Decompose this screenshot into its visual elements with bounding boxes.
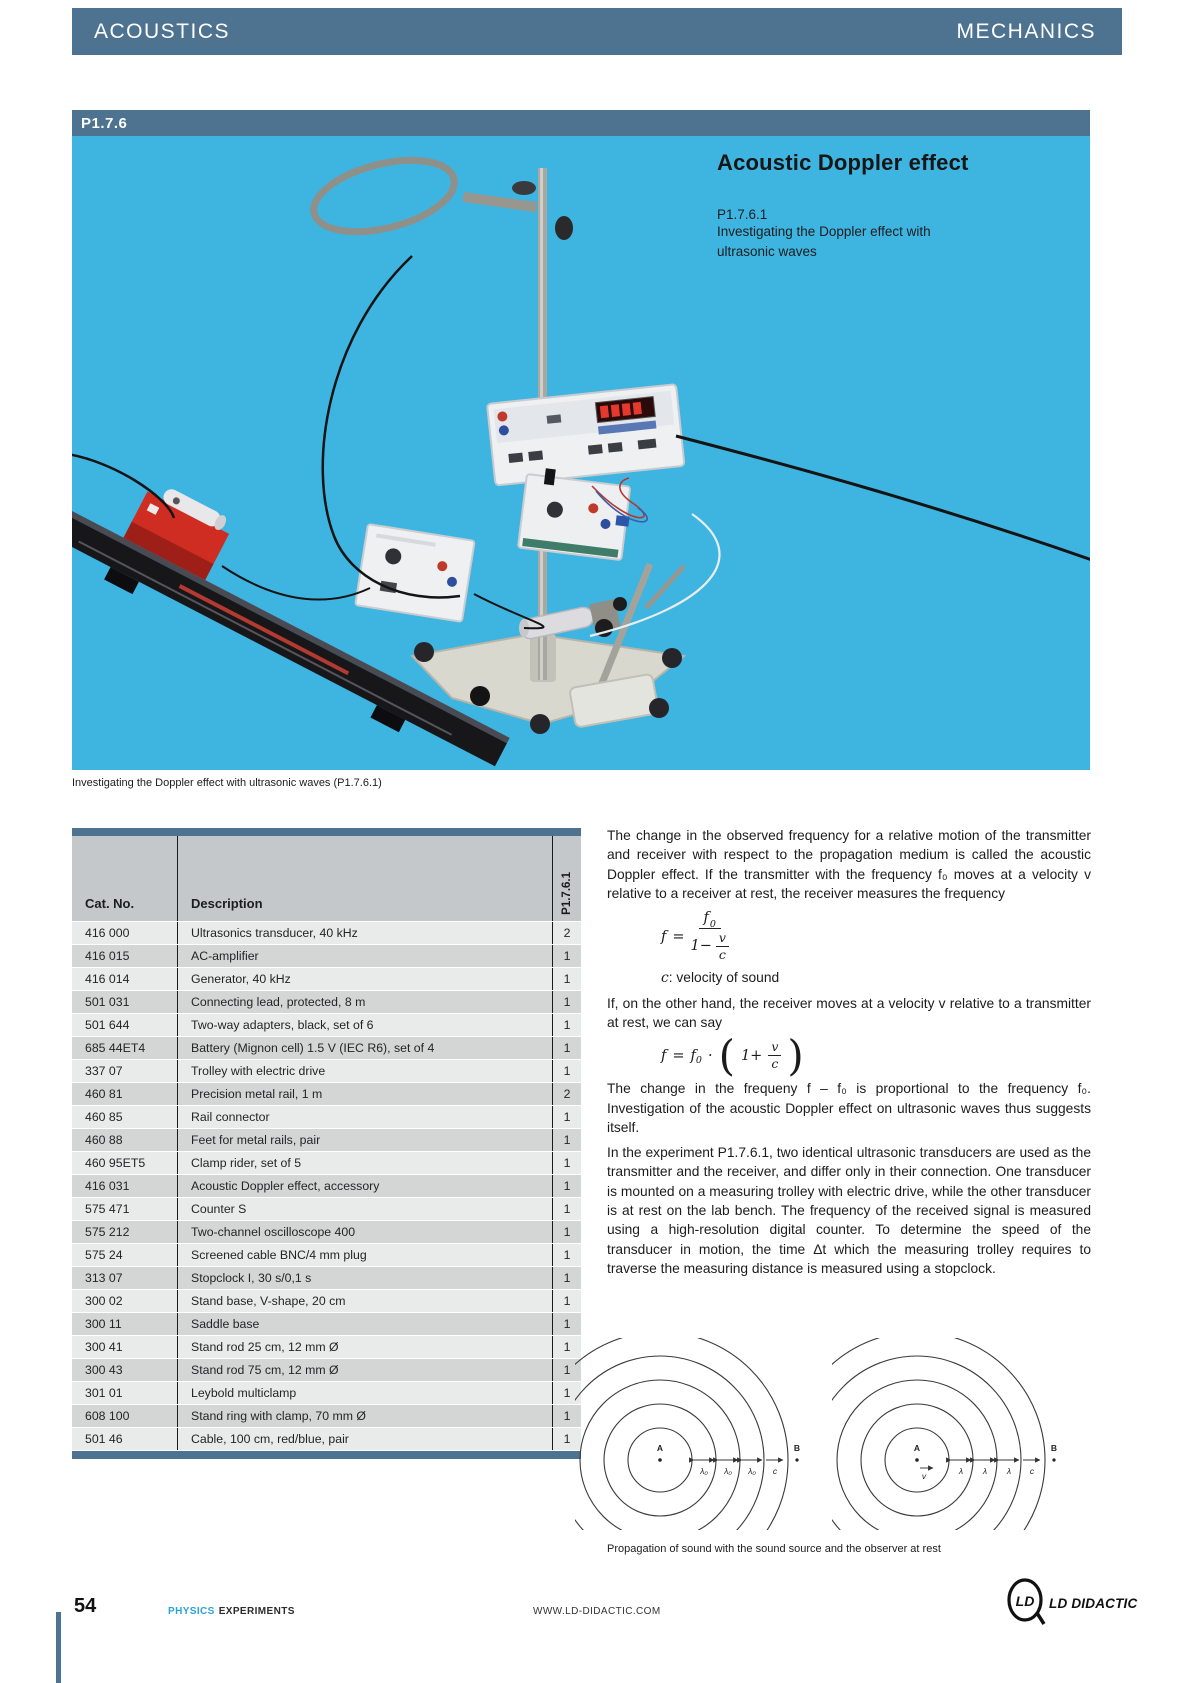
table-row — [72, 1267, 581, 1290]
table-cell-desc: AC-amplifier — [177, 945, 552, 967]
table-cell-qty: 1 — [552, 1428, 581, 1450]
table-cell-qty: 1 — [552, 1175, 581, 1197]
experiment-subtitle-line1: Investigating the Doppler effect with — [717, 224, 931, 239]
page-header-bar — [72, 8, 1122, 55]
table-cell-cat: 300 11 — [85, 1317, 122, 1331]
table-cell-desc: Counter S — [177, 1198, 552, 1220]
table-row — [72, 1359, 581, 1382]
wave-diagram-left — [575, 1338, 820, 1530]
label-source: A — [656, 1443, 664, 1453]
page-number: 54 — [74, 1595, 97, 1617]
table-cell-qty: 2 — [552, 1083, 581, 1105]
table-cell-cat: 685 44ET4 — [85, 1041, 146, 1055]
table-cell-cat: 313 07 — [85, 1271, 123, 1285]
table-cell-desc: Stopclock I, 30 s/0,1 s — [177, 1267, 552, 1289]
experiment-code: P1.7.6.1 — [717, 207, 768, 222]
paragraph-3: The change in the frequeny f – f₀ is proportional to the frequency f₀. Investigation of the acoustic Doppler effect on ultrasonic waves thus suggests itself. — [607, 1081, 1091, 1135]
table-cell-desc: Ultrasonics transducer, 40 kHz — [177, 922, 552, 944]
table-cell-qty: 1 — [552, 1405, 581, 1427]
table-row — [72, 991, 581, 1014]
wave-diagrams — [575, 1338, 1091, 1530]
header-left-label: ACOUSTICS — [94, 19, 231, 43]
table-cell-cat: 300 41 — [85, 1340, 123, 1354]
label-speed: c — [1029, 1466, 1035, 1476]
table-cell-qty: 1 — [552, 1382, 581, 1404]
table-cell-desc: Screened cable BNC/4 mm plug — [177, 1244, 552, 1266]
table-cell-qty: 1 — [552, 1014, 581, 1036]
formula2-c: c — [771, 1055, 779, 1071]
experiment-photo — [72, 136, 1090, 770]
column-header-cat-no: Cat. No. — [85, 896, 135, 911]
observer-dot — [1052, 1458, 1055, 1461]
table-cell-qty: 1 — [552, 1244, 581, 1266]
table-row — [72, 922, 581, 945]
label-velocity: v — [921, 1471, 927, 1481]
table-cell-desc: Stand rod 25 cm, 12 mm Ø — [177, 1336, 552, 1358]
table-header-row — [72, 836, 581, 922]
table-cell-qty: 1 — [552, 1198, 581, 1220]
wave-diagram-right — [832, 1338, 1077, 1530]
table-cell-cat: 501 644 — [85, 1018, 130, 1032]
label-wavelength-3: λ₀ — [748, 1466, 756, 1476]
paragraph-1: The change in the observed frequency for a relative motion of the transmitter and receiver with respect to the propagation medium is called the acoustic Doppler effect. If the transmitter with the frequency f₀ moves at a velocity v relative to a receiver at rest, the receiver measures the frequency — [607, 828, 1091, 901]
formula1-equals: = — [672, 928, 685, 945]
section-code-bar — [72, 110, 1090, 136]
formula2-dot: · — [707, 1047, 713, 1064]
table-cell-cat: 501 031 — [85, 995, 130, 1009]
source-dot — [658, 1458, 662, 1462]
table-cell-cat: 608 100 — [85, 1409, 130, 1423]
table-cell-desc: Two-channel oscilloscope 400 — [177, 1221, 552, 1243]
table-cell-qty: 1 — [552, 1060, 581, 1082]
label-wavelength-3: λ — [1006, 1466, 1012, 1476]
table-cell-qty: 2 — [552, 922, 581, 944]
table-row — [72, 1129, 581, 1152]
ld-didactic-logo — [1000, 1576, 1137, 1630]
table-cell-desc: Clamp rider, set of 5 — [177, 1152, 552, 1174]
paragraph-2: If, on the other hand, the receiver moves at a velocity v relative to a transmitter at rest, we can say — [607, 995, 1091, 1031]
photo-caption: Investigating the Doppler effect with ultrasonic waves (P1.7.6.1) — [72, 777, 382, 789]
table-cell-cat: 501 46 — [85, 1432, 123, 1446]
table-cell-qty: 1 — [552, 968, 581, 990]
table-row — [72, 1290, 581, 1313]
formula1-lhs: f — [661, 928, 667, 945]
table-cell-desc: Cable, 100 cm, red/blue, pair — [177, 1428, 552, 1450]
table-cell-qty: 1 — [552, 945, 581, 967]
table-row — [72, 1106, 581, 1129]
table-cell-cat: 575 24 — [85, 1248, 123, 1262]
table-cell-cat: 575 471 — [85, 1202, 130, 1216]
observer-dot — [795, 1458, 798, 1461]
table-cell-qty: 1 — [552, 1336, 581, 1358]
article — [607, 826, 1091, 1284]
table-cell-cat: 416 000 — [85, 926, 130, 940]
table-cell-cat: 460 95ET5 — [85, 1156, 146, 1170]
formula1-c: c — [718, 946, 726, 962]
formula-moving-transmitter — [661, 911, 1091, 962]
formula2-f: f — [690, 1047, 696, 1064]
label-wavelength-1: λ₀ — [700, 1466, 708, 1476]
table-cell-desc: Stand ring with clamp, 70 mm Ø — [177, 1405, 552, 1427]
formula2-v: v — [768, 1040, 781, 1055]
parts-table-rows — [72, 922, 581, 1451]
table-cell-qty: 1 — [552, 1359, 581, 1381]
table-row — [72, 1198, 581, 1221]
logo-monogram: LD — [1015, 1593, 1035, 1609]
label-observer: B — [1050, 1443, 1058, 1453]
table-cell-qty: 1 — [552, 1129, 581, 1151]
formula1-nested-fraction — [716, 931, 729, 962]
quantity-column-label: P1.7.6.1 — [561, 872, 573, 915]
table-cell-desc: Feet for metal rails, pair — [177, 1129, 552, 1151]
table-row — [72, 1014, 581, 1037]
table-cell-desc: Stand rod 75 cm, 12 mm Ø — [177, 1359, 552, 1381]
label-wavelength-1: λ — [958, 1466, 964, 1476]
table-cell-desc: Generator, 40 kHz — [177, 968, 552, 990]
ld-logo-mark — [1000, 1576, 1048, 1630]
header-right-label: MECHANICS — [956, 19, 1096, 43]
parts-table — [72, 828, 581, 1459]
c-definition-text: : velocity of sound — [668, 969, 780, 985]
experiment-subtitle-line2: ultrasonic waves — [717, 243, 817, 259]
table-row — [72, 1175, 581, 1198]
table-row — [72, 1083, 581, 1106]
table-row — [72, 1428, 581, 1451]
table-cell-desc: Two-way adapters, black, set of 6 — [177, 1014, 552, 1036]
formula1-numerator: f — [703, 910, 709, 927]
table-cell-cat: 416 031 — [85, 1179, 130, 1193]
table-cell-qty: 1 — [552, 1290, 581, 1312]
label-observer: B — [793, 1443, 801, 1453]
formula2-prefix: 1+ — [740, 1047, 763, 1064]
table-cell-cat: 416 015 — [85, 949, 130, 963]
column-header-quantity — [552, 836, 581, 921]
section-code: P1.7.6 — [81, 114, 128, 132]
table-cell-cat: 337 07 — [85, 1064, 123, 1078]
table-row — [72, 1336, 581, 1359]
footer-accent-bar — [56, 1612, 61, 1683]
table-row — [72, 1405, 581, 1428]
table-row — [72, 1060, 581, 1083]
photo-amplifier — [355, 524, 474, 622]
paragraph-4: In the experiment P1.7.6.1, two identical ultrasonic transducers are used as the transmitter and the receiver, and differ only in their connection. One transducer is mounted on a measuring trolley with electric drive, while the other transducer is at rest on the lab bench. The frequency of the received signal is measured using a high-resolution digital counter. To determine the speed of the transducer in motion, the time Δt which the measuring trolley requires to traverse the measuring distance is measured using a stopclock. — [607, 1145, 1091, 1276]
c-variable: c — [661, 969, 669, 986]
table-cell-cat: 575 212 — [85, 1225, 130, 1239]
table-cell-qty: 1 — [552, 1037, 581, 1059]
table-bottom-strip — [72, 1451, 581, 1459]
table-cell-cat: 301 01 — [85, 1386, 123, 1400]
table-cell-qty: 1 — [552, 1106, 581, 1128]
table-cell-qty: 1 — [552, 1267, 581, 1289]
formula1-v: v — [716, 931, 729, 946]
table-row — [72, 1221, 581, 1244]
table-cell-cat: 460 81 — [85, 1087, 123, 1101]
table-cell-cat: 460 85 — [85, 1110, 123, 1124]
experiment-title: Acoustic Doppler effect — [717, 150, 969, 175]
footer-brand — [168, 1606, 295, 1617]
table-cell-cat: 460 88 — [85, 1133, 123, 1147]
table-cell-desc: Saddle base — [177, 1313, 552, 1335]
table-cell-desc: Stand base, V-shape, 20 cm — [177, 1290, 552, 1312]
table-cell-desc: Precision metal rail, 1 m — [177, 1083, 552, 1105]
table-cell-cat: 300 43 — [85, 1363, 123, 1377]
label-wavelength-2: λ — [982, 1466, 988, 1476]
formula2-equals: = — [672, 1047, 685, 1064]
table-row — [72, 945, 581, 968]
table-cell-cat: 416 014 — [85, 972, 130, 986]
brand-physics: PHYSICS — [168, 1606, 215, 1617]
formula1-numerator-subscript: 0 — [709, 918, 716, 930]
formula2-coefficient — [691, 1048, 702, 1064]
formula1-fraction — [691, 911, 729, 962]
formula2-lhs: f — [661, 1047, 667, 1064]
label-wavelength-2: λ₀ — [724, 1466, 732, 1476]
formula2-fraction — [768, 1040, 781, 1071]
column-header-description: Description — [177, 836, 552, 921]
table-cell-cat: 300 02 — [85, 1294, 123, 1308]
brand-experiments: EXPERIMENTS — [218, 1606, 295, 1617]
formula2-f-subscript: 0 — [695, 1054, 702, 1066]
table-cell-desc: Battery (Mignon cell) 1.5 V (IEC R6), set of 4 — [177, 1037, 552, 1059]
table-cell-qty: 1 — [552, 1152, 581, 1174]
table-cell-desc: Trolley with electric drive — [177, 1060, 552, 1082]
label-source: A — [913, 1443, 921, 1453]
table-cell-desc: Leybold multiclamp — [177, 1382, 552, 1404]
hero-text-block — [717, 150, 1077, 261]
table-row — [72, 1244, 581, 1267]
table-cell-qty: 1 — [552, 991, 581, 1013]
formula-moving-receiver: f = $f_0$ · ( 1+ $\frac{v}{c}$ ) — [661, 1030, 804, 1080]
table-row — [72, 1313, 581, 1336]
table-cell-qty: 1 — [552, 1313, 581, 1335]
formula1-denominator-prefix: 1− — [690, 937, 712, 954]
table-row — [72, 1382, 581, 1405]
diagram-caption: Propagation of sound with the sound source and the observer at rest — [607, 1543, 941, 1555]
table-cell-qty: 1 — [552, 1221, 581, 1243]
table-cell-desc: Connecting lead, protected, 8 m — [177, 991, 552, 1013]
table-row — [72, 968, 581, 991]
label-speed: c — [772, 1466, 778, 1476]
logo-text: LD DIDACTIC — [1049, 1595, 1138, 1611]
table-row — [72, 1152, 581, 1175]
footer-url: WWW.LD-DIDACTIC.COM — [533, 1606, 661, 1617]
c-definition — [661, 970, 1091, 986]
table-cell-desc: Acoustic Doppler effect, accessory — [177, 1175, 552, 1197]
table-top-strip — [72, 828, 581, 836]
table-cell-desc: Rail connector — [177, 1106, 552, 1128]
source-dot — [915, 1458, 919, 1462]
table-row — [72, 1037, 581, 1060]
